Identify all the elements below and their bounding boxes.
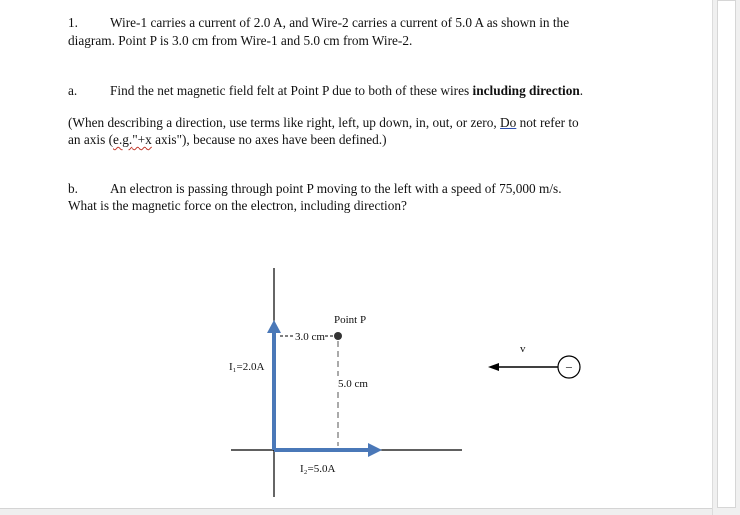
distance-1-label: 3.0 cm xyxy=(295,331,325,343)
part-a-bold: including direction xyxy=(472,83,580,98)
note-2-eg: e.g. xyxy=(113,132,133,147)
note-2-start: an axis ( xyxy=(68,132,114,147)
question-1-number: 1. xyxy=(68,15,78,30)
scrollbar-thumb[interactable] xyxy=(717,0,736,508)
wire-2-arrowhead xyxy=(368,443,382,457)
vertical-scrollbar[interactable] xyxy=(712,0,740,515)
note-1-do: Do xyxy=(500,115,517,130)
note-1-end: not refer to xyxy=(516,115,579,130)
part-b-line-2: What is the magnetic force on the electron, including direction? xyxy=(68,198,407,213)
part-a-text: Find the net magnetic field felt at Point P due to both of these wires xyxy=(110,83,473,98)
part-b-letter: b. xyxy=(68,181,78,196)
part-a-letter: a. xyxy=(68,83,78,98)
question-1-line-1: Wire-1 carries a current of 2.0 A, and Wire-2 carries a current of 5.0 A as shown in the xyxy=(110,15,570,30)
note-1-start: (When describing a direction, use terms like right, left, up down, in, out, or zero, xyxy=(68,115,501,130)
wire-2-label: I₂=5.0A xyxy=(300,463,336,475)
wire-1-arrowhead xyxy=(267,320,281,333)
distance-2-label: 5.0 cm xyxy=(338,378,368,390)
note-2-quote: "+x xyxy=(132,132,152,147)
point-p-label: Point P xyxy=(334,314,367,326)
velocity-label: v xyxy=(520,343,526,355)
velocity-arrowhead xyxy=(488,363,499,371)
bottom-toolbar xyxy=(0,508,712,515)
part-a-end: . xyxy=(579,83,584,98)
part-b-line-1: An electron is passing through point P moving to the left with a speed of 75,000 m/s. xyxy=(110,181,562,196)
electron-sign: − xyxy=(565,360,573,375)
question-1-line-2: diagram. Point P is 3.0 cm from Wire-1 and 5.0 cm from Wire-2. xyxy=(68,33,413,48)
note-2-end: axis"), because no axes have been defined.) xyxy=(151,132,387,147)
wire-1-label: I₁=2.0A xyxy=(229,361,265,373)
point-p-dot xyxy=(334,332,342,340)
